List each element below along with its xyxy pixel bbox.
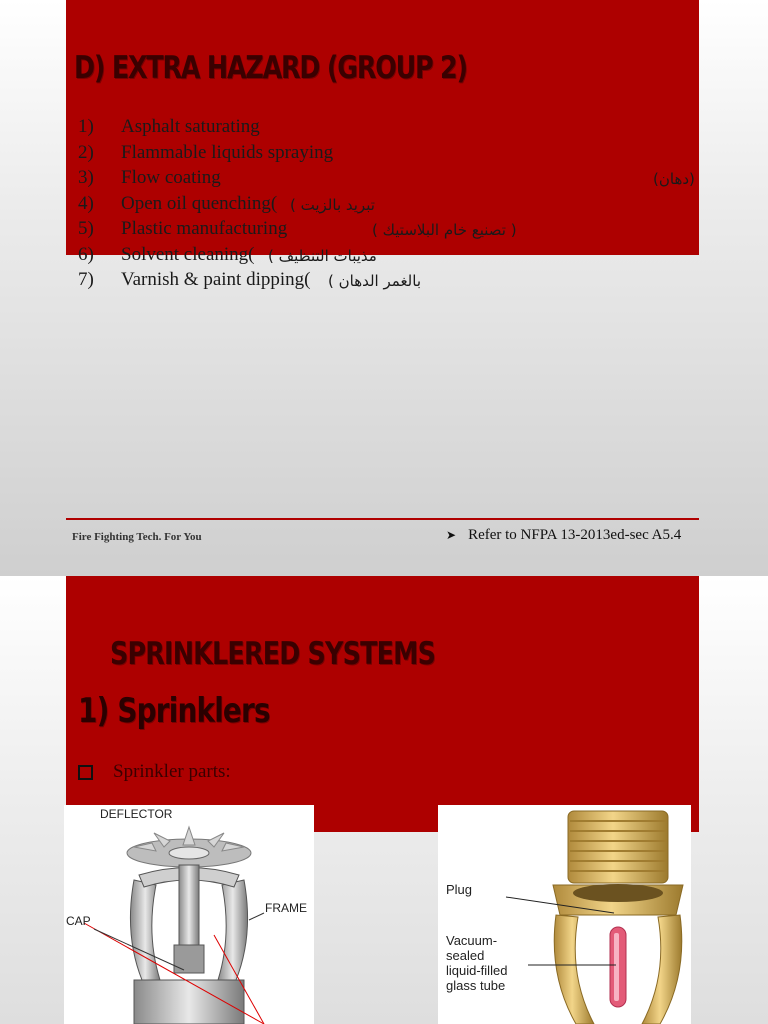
hazard-list — [78, 114, 698, 293]
bullet-text: Sprinkler parts: — [113, 761, 231, 782]
list-item — [78, 165, 698, 191]
item-arabic: مذيبات التنظيف ) — [268, 246, 377, 265]
slide-title: D) EXTRA HAZARD (GROUP 2) — [74, 50, 467, 86]
label-cap: CAP — [66, 914, 91, 928]
sprinkler-photo-1 — [64, 805, 314, 1024]
item-number: 6) — [78, 243, 94, 265]
item-text: Varnish & paint dipping( — [121, 269, 311, 290]
list-item — [78, 140, 698, 166]
item-text: Asphalt saturating — [121, 116, 260, 137]
item-text: Plastic manufacturing — [121, 218, 288, 239]
list-item — [78, 114, 698, 140]
item-number: 5) — [78, 218, 94, 239]
label-frame: FRAME — [265, 901, 307, 915]
item-arabic: تبريد بالزيت ) — [290, 195, 375, 214]
slide-sprinklered-systems — [0, 576, 768, 1024]
item-number: 3) — [78, 167, 94, 188]
footer-divider — [66, 518, 699, 520]
item-arabic: ( تصنيع خام البلاستيك ) — [372, 221, 517, 239]
deflector-shape — [127, 827, 251, 867]
list-item — [78, 242, 698, 268]
list-item — [78, 216, 698, 242]
label-deflector: DEFLECTOR — [100, 807, 173, 821]
list-item — [78, 267, 698, 293]
footer-text: Fire Fighting Tech. For You — [72, 531, 202, 543]
slide-title: SPRINKLERED SYSTEMS — [110, 636, 436, 672]
item-arabic: بالغمر الدهان ) — [328, 272, 421, 290]
item-text: Flammable liquids spraying — [121, 141, 334, 163]
reference-note — [446, 527, 681, 544]
arrow-right-icon: ➤ — [446, 528, 457, 542]
item-arabic: (دهان) — [653, 170, 695, 188]
reference-text: Refer to NFPA 13-2013ed-sec A5.4 — [468, 527, 682, 543]
list-item — [78, 191, 698, 217]
item-number: 1) — [78, 116, 94, 137]
item-number: 7) — [78, 269, 94, 290]
label-glass-tube: Vacuum- sealed liquid-filled glass tube — [446, 933, 508, 993]
item-text: Solvent cleaning( — [121, 243, 255, 265]
item-number: 4) — [78, 192, 94, 214]
section-heading: 1) Sprinklers — [78, 691, 270, 731]
bullet-item — [78, 761, 231, 783]
item-text: Open oil quenching( — [121, 192, 278, 214]
item-text: Flow coating — [121, 167, 221, 188]
label-plug: Plug — [446, 882, 473, 897]
checkbox-square-icon — [78, 765, 93, 780]
item-number: 2) — [78, 141, 94, 163]
sprinkler-photo-2 — [438, 805, 691, 1024]
